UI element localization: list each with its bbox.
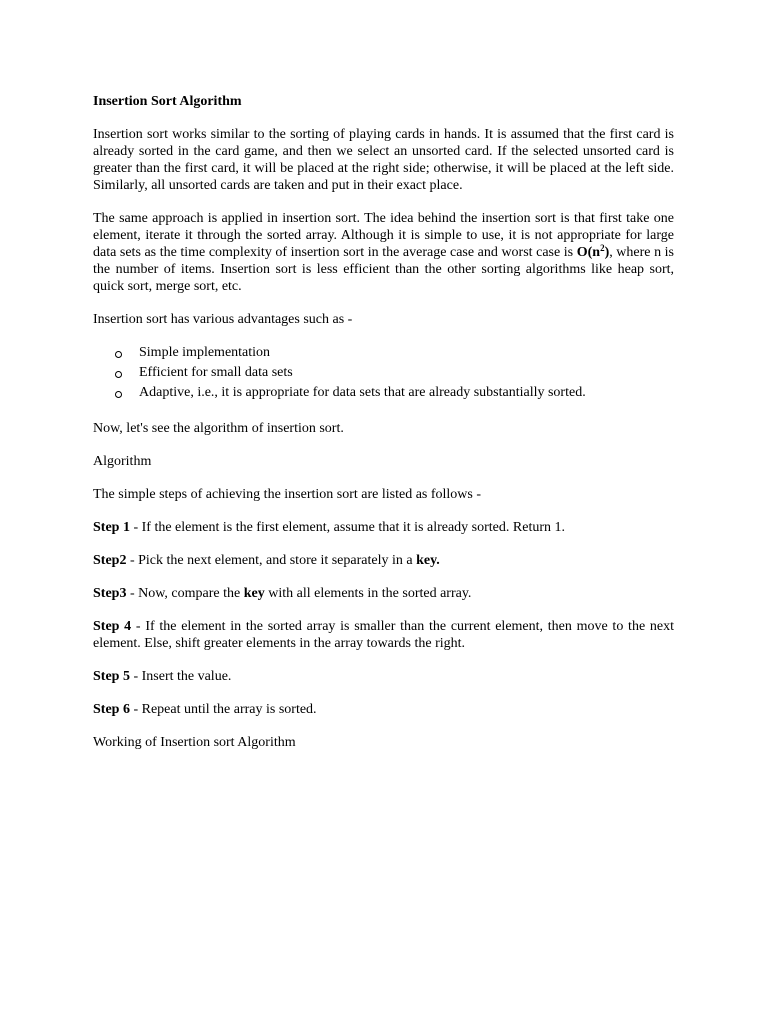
step-label: Step2 [93,553,127,568]
step-text: - Repeat until the array is sorted. [129,702,317,717]
step-text: - Now, compare the [126,586,244,601]
step-keyword: key. [416,553,440,568]
list-item [93,344,674,364]
intro-paragraph: Insertion sort works similar to the sorting of playing cards in hands. It is assumed that the first card is already sorted in the card game, and then we select an unsorted card. If the selected unsorted card is greater than the first card, it will be placed at the right side; otherwise, it will be placed at the left side. Similarly, all unsorted cards are taken and put in their exact place. [93,127,674,193]
circle-bullet-icon [115,371,122,378]
step-text: - If the element in the sorted array is smaller than the current element, then move to the next element. Else, shift greater elements in the array towards the right. [93,619,674,651]
step-text-tail: with all elements in the sorted array. [264,586,472,601]
step-label: Step 1 [93,520,130,535]
complexity-exponent: 2 [600,243,605,253]
document-page [93,93,674,767]
advantages-intro: Insertion sort has various advantages such as - [93,312,353,327]
step-text: - Pick the next element, and store it separately in a [126,553,417,568]
approach-text-after: , where n is the number of items. Insertion sort is less efficient than the other sorting algorithms like heap sort, quick sort, merge sort, etc. [93,245,674,294]
document-title: Insertion Sort Algorithm [93,94,242,109]
step-text: - Insert the value. [129,669,232,684]
algorithm-heading: Algorithm [93,454,152,469]
advantage-text: Efficient for small data sets [139,365,293,380]
steps-intro: The simple steps of achieving the insertion sort are listed as follows - [93,487,482,502]
step-label: Step 4 [93,619,132,634]
step-label: Step 6 [93,702,130,717]
step-4 [93,618,674,652]
list-item [93,364,674,384]
step-1 [93,519,674,536]
complexity-notation [577,245,610,260]
step-keyword: key [243,586,265,601]
step-2 [93,552,674,569]
see-algorithm-text: Now, let's see the algorithm of insertion sort. [93,421,344,436]
step-5 [93,668,674,685]
complexity-base: O(n [576,245,601,260]
approach-text-before: The same approach is applied in insertion sort. The idea behind the insertion sort is that first take one element, iterate it through the sorted array. Although it is simple to use, it is not appropriate for large data sets as the time complexity of insertion sort in the average case and worst case is [93,211,674,260]
step-3 [93,585,674,602]
step-label: Step3 [93,586,127,601]
step-text: - If the element is the first element, assume that it is already sorted. Return 1. [129,520,565,535]
circle-bullet-icon [115,351,122,358]
advantage-text: Adaptive, i.e., it is appropriate for data sets that are already substantially sorted. [139,385,586,400]
complexity-close: ) [604,245,610,260]
approach-paragraph [93,210,674,295]
advantages-list [93,344,674,404]
circle-bullet-icon [115,391,122,398]
step-label: Step 5 [93,669,130,684]
advantage-text: Simple implementation [139,345,271,360]
step-6 [93,701,674,718]
list-item [93,384,674,404]
working-heading: Working of Insertion sort Algorithm [93,735,296,750]
